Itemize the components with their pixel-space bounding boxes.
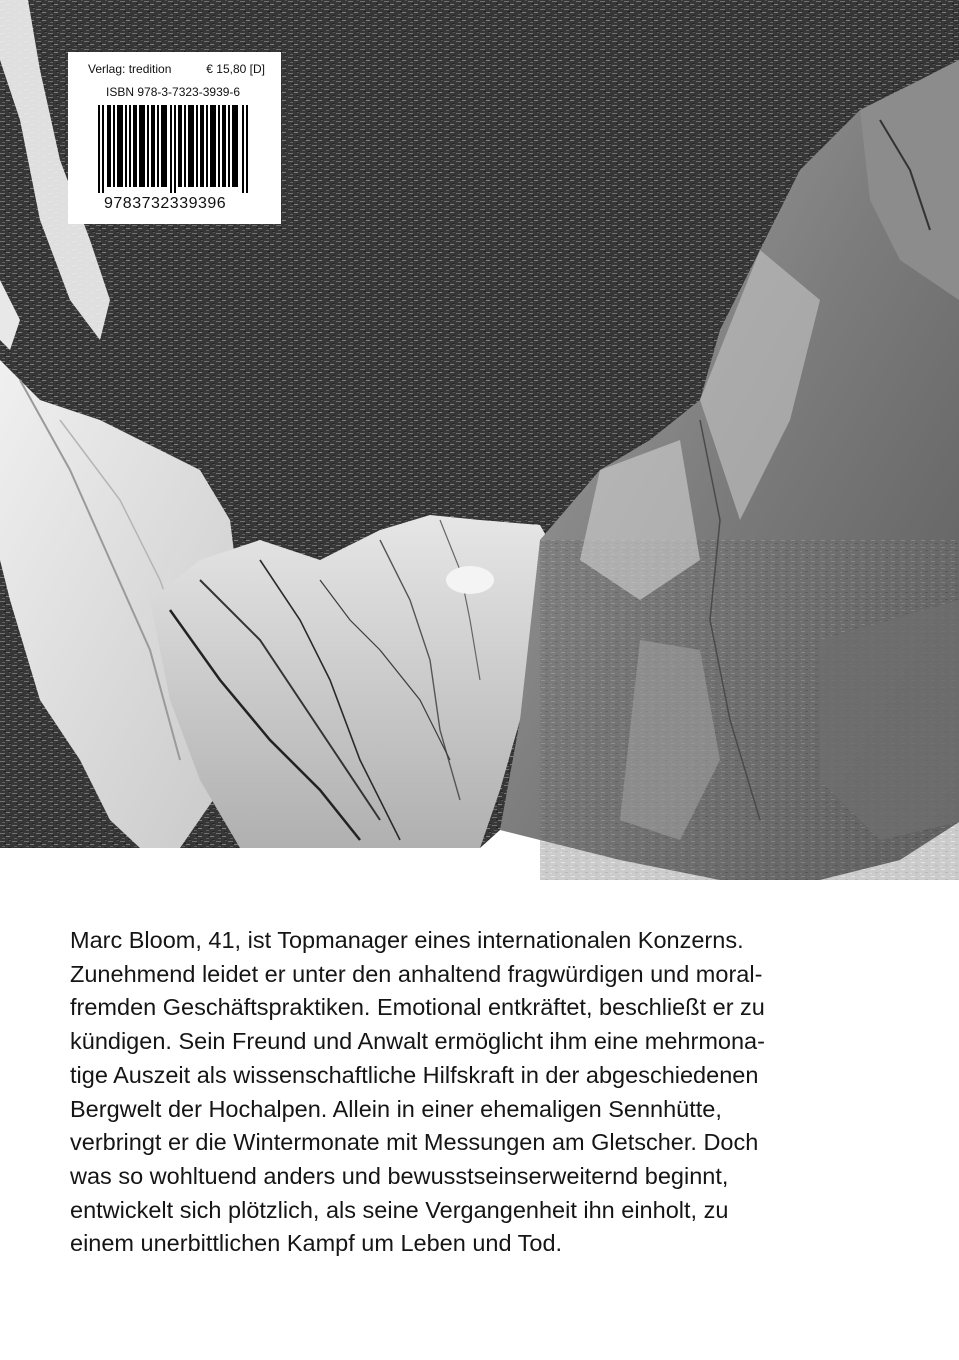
blurb-line: einem unerbittlichen Kampf um Leben und Tod. bbox=[70, 1230, 563, 1257]
barcode-bars bbox=[98, 105, 253, 193]
barcode-label bbox=[68, 52, 281, 224]
isbn-text: ISBN 978-3-7323-3939-6 bbox=[106, 85, 241, 99]
blurb-line: fremden Geschäftspraktiken. Emotional entkräftet, beschließt er zu bbox=[70, 994, 765, 1021]
blurb-line: verbringt er die Wintermonate mit Messungen am Gletscher. Doch bbox=[70, 1129, 759, 1156]
blurb-line: Zunehmend leidet er unter den anhaltend fragwürdigen und moral- bbox=[70, 960, 763, 987]
blurb-line: Bergwelt der Hochalpen. Allein in einer ehemaligen Sennhütte, bbox=[70, 1095, 722, 1122]
publisher-text: Verlag: tredition bbox=[88, 62, 172, 76]
blurb-line: tige Auszeit als wissenschaftliche Hilfskraft in der abgeschiedenen bbox=[70, 1061, 759, 1088]
blurb-line: entwickelt sich plötzlich, als seine Vergangenheit ihn einholt, zu bbox=[70, 1196, 729, 1223]
ean-number: 9783732339396 bbox=[104, 195, 227, 212]
publisher-price-line bbox=[78, 61, 271, 77]
blurb-line: kündigen. Sein Freund und Anwalt ermöglicht ihm eine mehrmona- bbox=[70, 1028, 765, 1055]
blurb-line: was so wohltuend anders und bewusstseinserweiternd beginnt, bbox=[70, 1162, 729, 1189]
blurb-line: Marc Bloom, 41, ist Topmanager eines internationalen Konzerns. bbox=[70, 927, 744, 953]
price-text: € 15,80 [D] bbox=[206, 62, 265, 76]
blurb-text bbox=[70, 924, 900, 1261]
